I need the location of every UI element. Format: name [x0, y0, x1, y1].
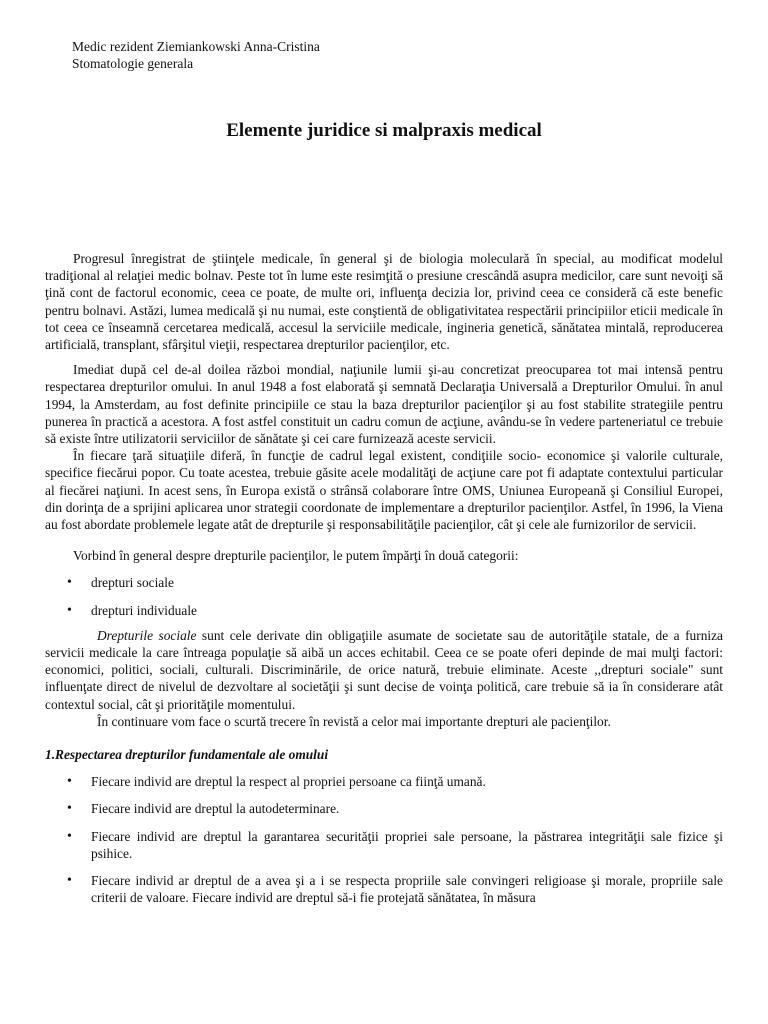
paragraph-overview: În continuare vom face o scurtă trecere în revistă a celor mai importante drepturi ale pacienţilor.	[97, 713, 611, 729]
section-heading: 1.Respectarea drepturilor fundamentale ale omului	[45, 747, 329, 763]
social-rights-term: Drepturile sociale	[97, 627, 197, 643]
document-title: Elemente juridice si malpraxis medical	[226, 120, 542, 141]
paragraph-categories-intro: Vorbind în general despre drepturile pacienţilor, le putem împărţi în două categorii:	[73, 548, 519, 564]
paragraph-social-rights	[45, 627, 723, 713]
categories-list	[45, 574, 723, 618]
list-item: • Fiecare individ are dreptul la respect al propriei persoane ca fiinţă umană.	[45, 773, 723, 790]
list-item: • Fiecare individ are dreptul la garantarea securităţii propriei sale persoane, la păstrarea integrităţii sale fizice şi psihice.	[45, 828, 723, 862]
rights-list	[45, 773, 723, 906]
author-name: Medic rezident Ziemiankowski Anna-Cristina	[72, 39, 320, 54]
list-item: • Fiecare individ are dreptul la autodeterminare.	[45, 800, 723, 817]
paragraph-intro: Progresul înregistrat de ştiinţele medicale, în general şi de biologia moleculară în special, au modificat modelul tradiţional al relaţiei medic bolnav. Peste tot în lume este resimţită o presiune crescândă asupra medicilor, care sunt nevoiţi să ţină cont de factorul economic, ceea ce poate, de multe ori, influenţa decizia lor, privind ceea ce consideră că este benefic pentru bolnavi. Astăzi, lumea medicală şi nu numai, este conştientă de obligativitatea respectării principiilor eticii medicale în tot ceea ce înseamnă cercetarea medicală, accesul la serviciile medicale, ingineria genetică, sănătatea mintală, reproducerea artificială, transplant, sfârşitul vieţii, respectarea drepturilor pacienţilor, etc.	[45, 251, 723, 353]
document-body	[45, 250, 723, 907]
list-item: • Fiecare individ ar dreptul de a avea şi a i se respecta propriile sale convingeri religioase şi morale, propriile sale criterii de valoare. Fiecare individ are dreptul să-i fie protejată sănătatea, în măsura	[45, 872, 723, 906]
paragraph-countries: În fiecare ţară situaţiile diferă, în funcţie de cadrul legal existent, condiţiile socio- economice şi valorile culturale, specifice fiecărui popor. Cu toate acestea, trebuie găsite acele modalităţi de acţiune care pot fi adaptate contextului particular al fiecărei naţiuni. In acest sens, în Europa există o strânsă colaborare între OMS, Uniunea Europeană şi Consiliul Europei, din dorinţa de a sprijini aplicarea unor strategii coordonate de implementare a drepturilor pacienţilor. Astfel, în 1996, la Viena au fost abordate problemele legate atât de drepturile şi responsabilităţile pacienţilor, cât şi cele ale furnizorilor de servicii.	[45, 448, 723, 533]
paragraph-history: Imediat după cel de-al doilea război mondial, naţiunile lumii şi-au concretizat preocuparea tot mai intensă pentru respectarea drepturilor omului. In anul 1948 a fost elaborată şi semnată Declaraţia Universală a Drepturilor Omului. în anul 1994, la Amsterdam, au fost definite principiile ce stau la baza drepturilor pacienţilor şi au fost stabilite strategiile pentru punerea în practică a acestora. A fost astfel constituit un cadru comun de acţiune, avându-se în vedere parteneriatul ce trebuie să existe între utilizatorii serviciilor de sănătate şi cei care furnizează aceste servicii.	[45, 362, 723, 447]
author-specialty: Stomatologie generala	[72, 56, 194, 71]
list-item: • drepturi sociale	[45, 574, 723, 591]
author-block	[72, 38, 320, 72]
social-rights-text: sunt cele derivate din obligaţiile asumate de societate sau de autorităţile statale, de a furniza servicii medicale la care întreaga populaţie să aibă un acces echitabil. Ceea ce se poate oferi depinde de mai mulţi factori: economici, politici, sociali, culturali. Discriminările, de orice natură, trebuie eliminate. Aceste ,,drepturi sociale" sunt influenţate direct de nivelul de dezvoltare al societăţii şi sunt decise de voinţa politică, care trebuie să ia în considerare atât contextul social, cât şi priorităţile momentului.	[45, 627, 723, 712]
list-item: • drepturi individuale	[45, 602, 723, 619]
